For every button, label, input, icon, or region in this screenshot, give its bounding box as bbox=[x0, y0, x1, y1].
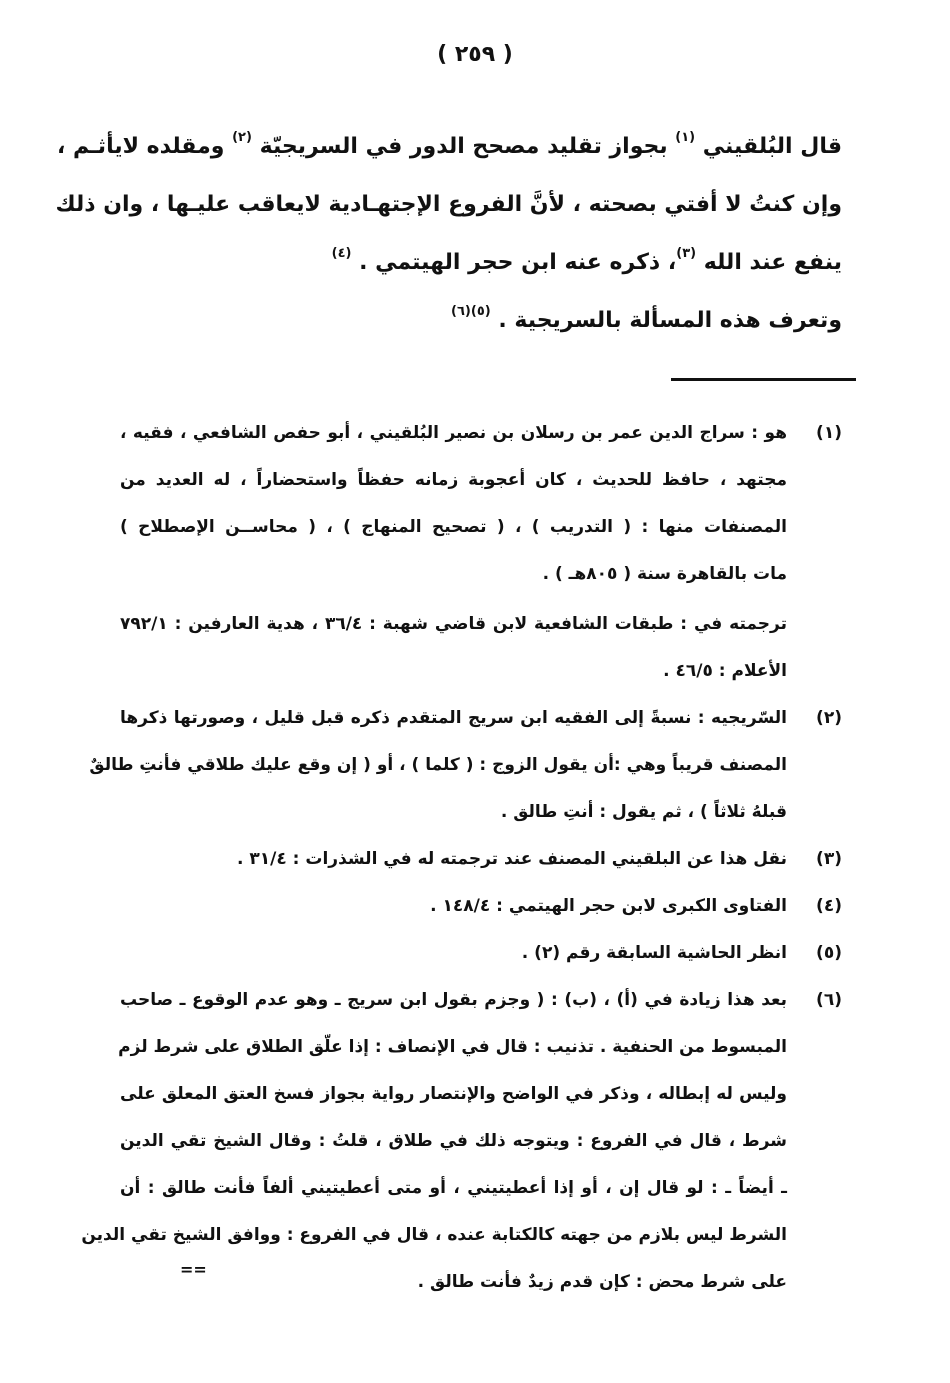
footnote-number: (٤) bbox=[816, 896, 842, 916]
footnote-line: قبلهُ ثلاثاً ) ، ثم يقول : أنتِ طالق . bbox=[500, 802, 787, 822]
text-segment: ، ذكره عنه ابن حجر الهيتمي . bbox=[351, 250, 677, 275]
footnote-reference: (٣) bbox=[676, 245, 697, 261]
footnote-line: وليس له إبطاله ، وذكر في الواضح والإنتصار رواية بجواز فسخ العتق المعلق على bbox=[120, 1084, 787, 1104]
footnote bbox=[120, 836, 842, 883]
footnote-line: انظر الحاشية السابقة رقم (٢) . bbox=[521, 943, 787, 963]
main-text-line bbox=[55, 176, 842, 234]
main-text bbox=[55, 118, 842, 350]
footnote bbox=[120, 410, 842, 695]
footnote-reference: (٥)(٦) bbox=[451, 303, 491, 319]
footnote-line: ترجمته في : طبقات الشافعية لابن قاضي شهبة : ٣٦/٤ ، هدية العارفين : ٧٩٢/١ bbox=[120, 614, 788, 634]
footnote-reference: (١) bbox=[675, 129, 696, 145]
footnote-line: المصنف قريباً وهي :أن يقول الزوج : ( كلما ) ، أو ( إن وقع عليك طلاقي فأنتِ طالقٌ bbox=[89, 755, 787, 775]
footnote-line: المصنفات منها : ( التدريب ) ، ( تصحيح المنهاج ) ، ( محاســن الإصطلاح ) bbox=[120, 517, 787, 537]
footnote-number: (٥) bbox=[816, 943, 842, 963]
footnote-line: هو : سراج الدين عمر بن رسلان بن نصير البُلقيني ، أبو حفص الشافعي ، فقيه ، bbox=[120, 423, 787, 443]
main-text-line bbox=[57, 118, 842, 176]
footnote bbox=[120, 930, 842, 977]
footnote-number: (٦) bbox=[816, 990, 842, 1010]
footnote-line: على شرط محض : كإن قدم زيدٌ فأنت طالق . bbox=[417, 1272, 787, 1292]
footnote-line: بعد هذا زيادة في (أ) ، (ب) : ( وجزم بقول ابن سريج ـ وهو عدم الوقوع ـ صاحب bbox=[120, 990, 787, 1010]
footnote-separator bbox=[671, 378, 856, 381]
main-text-line bbox=[120, 234, 842, 292]
footnote-line: مات بالقاهرة سنة ( ٨٠٥هـ ) . bbox=[542, 564, 787, 584]
footnote-number: (١) bbox=[816, 423, 842, 443]
footnote-line: المبسوط من الحنفية . تذنيب : قال في الإنصاف : إذا علّق الطلاق على شرط لزم bbox=[118, 1037, 787, 1057]
footnote bbox=[120, 883, 842, 930]
footnotes bbox=[81, 410, 842, 1306]
text-segment: ينفع عند الله bbox=[696, 250, 842, 275]
footnote-line: الأعلام : ٤٦/٥ . bbox=[663, 661, 787, 681]
page-number: ( ٢٥٩ ) bbox=[437, 42, 513, 67]
footnote-number: (٣) bbox=[816, 849, 842, 869]
text-segment: ومقلده لايأثـم ، bbox=[57, 134, 233, 159]
text-segment: وتعرف هذه المسألة بالسريجية . bbox=[490, 308, 842, 333]
text-segment: بجواز تقليد مصحح الدور في السريجيّة bbox=[251, 134, 676, 159]
footnote bbox=[81, 977, 842, 1306]
footnote-line: ـ أيضاً ـ : لو قال إن ، أو إذا أعطيتيني ، أو متى أعطيتيني ألفاً فأنت طالق : أن bbox=[120, 1178, 787, 1198]
footnote-reference: (٤) bbox=[331, 245, 352, 261]
footnote-line: نقل هذا عن البلقيني المصنف عند ترجمته له في الشذرات : ٣١/٤ . bbox=[237, 849, 787, 869]
footnote-line: مجتهد ، حافظ للحديث ، كان أعجوبة زمانه حفظاً واستحضاراً ، له العديد من bbox=[120, 470, 787, 490]
continuation-mark: == bbox=[180, 1260, 207, 1279]
footnote-line: شرط ، قال في الفروع : ويتوجه ذلك في طلاق ، قلتُ : وقال الشيخ تقي الدين bbox=[120, 1131, 787, 1151]
footnote-reference: (٢) bbox=[232, 129, 252, 145]
footnote-line: الفتاوى الكبرى لابن حجر الهيتمي : ١٤٨/٤ . bbox=[430, 896, 787, 916]
footnote bbox=[89, 695, 842, 836]
main-text-line bbox=[120, 292, 842, 350]
footnote-line: السّريجيه : نسبةً إلى الفقيه ابن سريج المتقدم ذكره قبل قليل ، وصورتها ذكرها bbox=[120, 708, 787, 728]
text-segment: قال البُلقيني bbox=[695, 134, 842, 159]
footnote-number: (٢) bbox=[816, 708, 842, 728]
footnote-line: الشرط ليس بلازم من جهته كالكتابة عنده ، قال في الفروع : ووافق الشيخ تقي الدين bbox=[81, 1225, 787, 1245]
text-segment: وإن كنتُ لا أفتي بصحته ، لأنَّ الفروع الإجتهـادية لايعاقب عليـها ، وان ذلك bbox=[55, 192, 842, 217]
